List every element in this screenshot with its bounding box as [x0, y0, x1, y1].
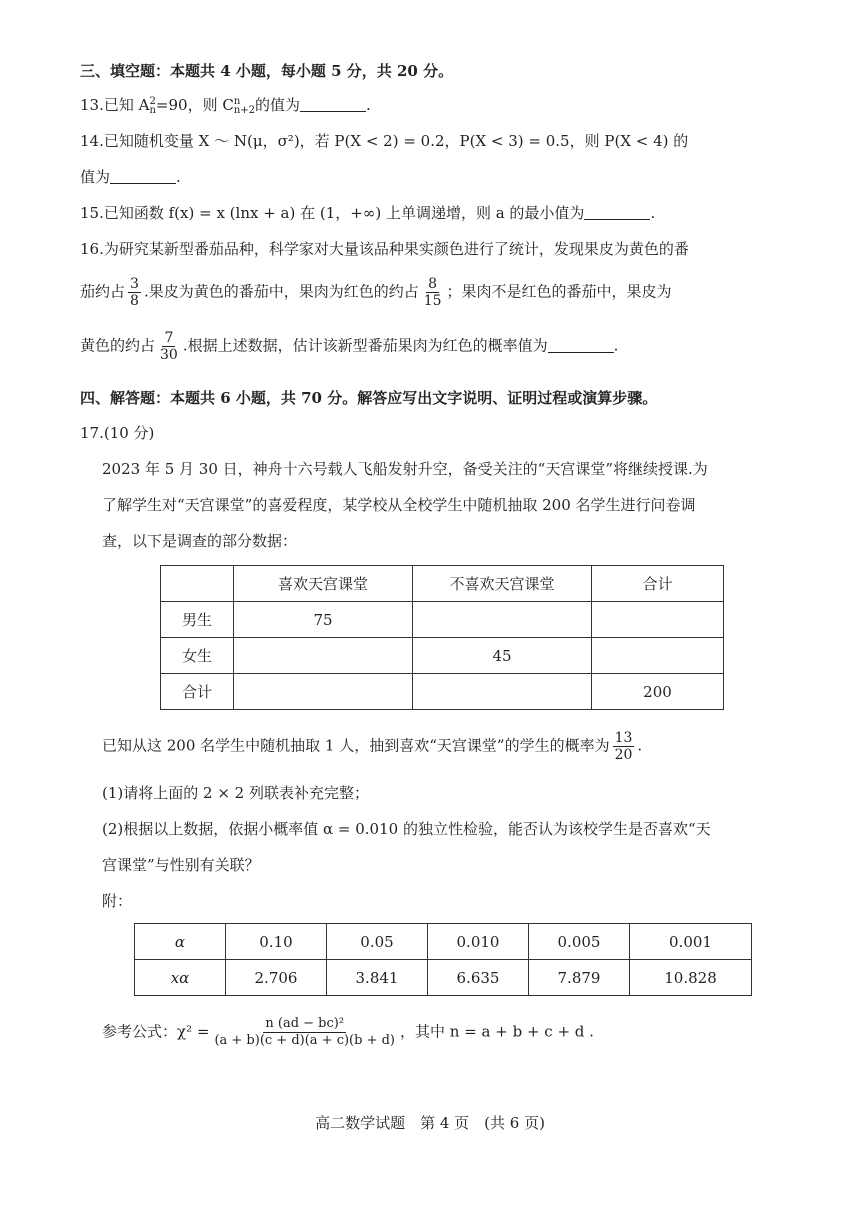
- question-14-line1: 14.已知随机变量 X ～ N(μ，σ²)，若 P(X < 2) = 0.2，P(X < 3) = 0.5，则 P(X < 4) 的: [80, 132, 689, 150]
- q17-probability-line: 已知从这 200 名学生中随机抽取 1 人，抽到喜欢“天宫课堂”的学生的概率为 $\frac{13}{20}$ .: [102, 730, 643, 763]
- section3-heading: 三、填空题：本题共 4 小题，每小题 5 分，共 20 分。: [80, 62, 454, 80]
- table-cell: 10.828: [630, 960, 752, 996]
- table-cell: 3.841: [327, 960, 428, 996]
- question-14-line2: 值为 .: [80, 168, 181, 186]
- table-cell: 0.10: [226, 924, 327, 960]
- table-cell: 合计: [592, 566, 724, 602]
- table-cell: 6.635: [428, 960, 529, 996]
- table-row: [161, 674, 724, 710]
- table-cell: 女生: [161, 638, 234, 674]
- table-cell: [234, 674, 413, 710]
- question-17-title: 17.(10 分): [80, 424, 155, 442]
- question-13: 13.已知 A 2 n =90，则 C n n+2 的值为 .: [80, 96, 371, 116]
- table-cell: α: [135, 924, 226, 960]
- frac3-numerator: 7: [164, 330, 174, 346]
- prob-denominator: 20: [614, 747, 633, 763]
- q13-answer-blank[interactable]: [300, 97, 366, 112]
- appendix-label: 附：: [102, 892, 133, 910]
- q14-answer-blank[interactable]: [110, 169, 176, 184]
- frac1-denominator: 8: [130, 293, 139, 309]
- table-cell: 45: [413, 638, 592, 674]
- q13-c-sub: n+2: [233, 105, 256, 116]
- table-row: [161, 602, 724, 638]
- q17-part-2-line1: (2)根据以上数据，依据小概率值 α = 0.010 的独立性检验，能否认为该校学生是否喜欢“天: [102, 820, 711, 838]
- table-row: [161, 638, 724, 674]
- fraction-8-15: [422, 276, 444, 309]
- table-cell: 7.879: [529, 960, 630, 996]
- fraction-3-8: [128, 276, 141, 309]
- critical-value-table: [134, 923, 752, 996]
- table-cell: 不喜欢天宫课堂: [413, 566, 592, 602]
- table-cell: 0.005: [529, 924, 630, 960]
- q16-text-a: 茄约占: [80, 282, 126, 301]
- section4-heading: 四、解答题：本题共 6 小题，共 70 分。解答应写出文字说明、证明过程或演算步骤。: [80, 389, 658, 407]
- table-cell: 喜欢天宫课堂: [234, 566, 413, 602]
- formula-prefix: 参考公式：χ² =: [102, 1022, 210, 1041]
- fraction-13-20: [613, 730, 635, 763]
- q13-a-sub: n: [149, 105, 156, 116]
- table-row: [135, 924, 752, 960]
- chi-square-fraction: [212, 1016, 397, 1049]
- page-footer: 高二数学试题 第 4 页 (共 6 页): [315, 1114, 545, 1132]
- table-cell: 200: [592, 674, 724, 710]
- table-cell: xα: [135, 960, 226, 996]
- prob-numerator: 13: [614, 730, 633, 746]
- q17-paragraph-2: 了解学生对“天宫课堂”的喜爱程度，某学校从全校学生中随机抽取 200 名学生进行问卷调: [102, 496, 696, 514]
- reference-formula: [102, 1016, 594, 1049]
- contingency-table: [160, 565, 724, 710]
- formula-suffix: ，其中 n = a + b + c + d .: [400, 1022, 594, 1041]
- q15-text: 15.已知函数 f(x) = x (lnx + a) 在 (1，+∞) 上单调递增，则 a 的最小值为: [80, 204, 585, 222]
- table-cell: 男生: [161, 602, 234, 638]
- table-cell: [592, 638, 724, 674]
- table-cell: [413, 602, 592, 638]
- q16-text-b: .果皮为黄色的番茄中，果肉为红色的约占: [143, 282, 419, 301]
- q15-answer-blank[interactable]: [584, 205, 650, 220]
- q13-c-sup: n: [233, 96, 241, 107]
- table-cell: [413, 674, 592, 710]
- fraction-7-30: [158, 330, 180, 363]
- question-16-line3: 黄色的约占 $\frac{7}{30}$ .根据上述数据，估计该新型番茄果肉为红色的概率值为 .: [80, 330, 619, 363]
- table-cell: [234, 638, 413, 674]
- table-header-row: [161, 566, 724, 602]
- question-16-line2: [80, 276, 672, 309]
- q14-text: 值为: [80, 168, 111, 186]
- frac1-numerator: 3: [130, 276, 139, 292]
- table-cell: [161, 566, 234, 602]
- q16-text-d: 黄色的约占: [80, 336, 156, 355]
- formula-numerator: n (ad − bc)²: [265, 1016, 345, 1031]
- table-cell: [592, 602, 724, 638]
- table-cell: 0.05: [327, 924, 428, 960]
- q16-text-c: ；果肉不是红色的番茄中，果皮为: [446, 282, 672, 301]
- question-16-line1: 16.为研究某新型番茄品种，科学家对大量该品种果实颜色进行了统计，发现果皮为黄色的番: [80, 240, 689, 258]
- q13-text-b: =90，则 C: [155, 96, 234, 114]
- table-cell: 2.706: [226, 960, 327, 996]
- q13-text-a: 13.已知 A: [80, 96, 150, 114]
- q13-c-scripts: [234, 97, 255, 115]
- table-cell: 0.001: [630, 924, 752, 960]
- table-cell: 0.010: [428, 924, 529, 960]
- table-cell: 合计: [161, 674, 234, 710]
- q13-a-sup: 2: [149, 96, 156, 107]
- q17-paragraph-1: 2023 年 5 月 30 日，神舟十六号载人飞船发射升空，备受关注的“天宫课堂”将继续授课.为: [102, 460, 708, 478]
- table-cell: 75: [234, 602, 413, 638]
- prob-text: 已知从这 200 名学生中随机抽取 1 人，抽到喜欢“天宫课堂”的学生的概率为: [102, 736, 610, 755]
- q17-part-2-line2: 宫课堂”与性别有关联？: [102, 856, 260, 874]
- q16-answer-blank[interactable]: [548, 338, 614, 353]
- q13-text-c: 的值为: [255, 96, 301, 114]
- table-row: [135, 960, 752, 996]
- frac3-denominator: 30: [160, 347, 178, 363]
- q17-paragraph-3: 查，以下是调查的部分数据：: [102, 532, 298, 550]
- formula-denominator: (a + b)(c + d)(a + c)(b + d): [214, 1033, 396, 1048]
- question-15: 15.已知函数 f(x) = x (lnx + a) 在 (1，+∞) 上单调递增，则 a 的最小值为 .: [80, 204, 656, 222]
- q17-part-1: (1)请将上面的 2 × 2 列联表补充完整；: [102, 784, 369, 802]
- frac2-numerator: 8: [428, 276, 438, 292]
- frac2-denominator: 15: [423, 293, 442, 309]
- q16-text-e: .根据上述数据，估计该新型番茄果肉为红色的概率值为: [182, 336, 548, 355]
